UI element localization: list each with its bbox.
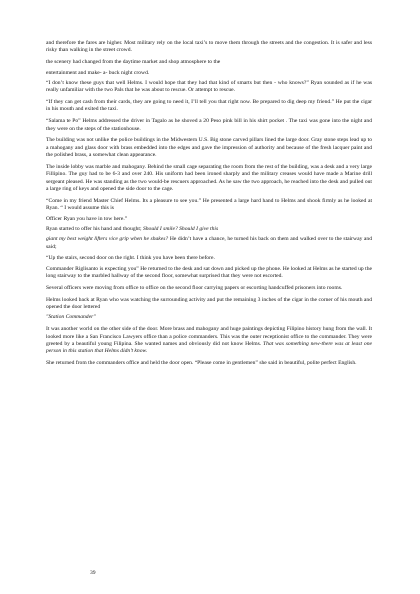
paragraph: Helms looked back at Ryan who was watching the surrounding activity and put the remaining 3 inches of the cigar in the corner of his mouth and opened the door lettered bbox=[46, 296, 372, 311]
paragraph: Commander Riglisanto is expecting you” He returned to the desk and sat down and picked up the phone. He looked at Helms as he started up the long stairway to the marbled hallway of the second floor, somewhat surprised that they were not escorted. bbox=[46, 265, 372, 280]
paragraph-text: It was another world on the other side of the door. More brass and mahogany and huge paintings depicting Filipino history hung from the wall. It looked more like a San Francisco Lawyers office than a police commanders. This was the outer receptionist office to the commander. They were greeted by a beautiful young Filipina. She wanted names and obviously did not know Helms. bbox=[46, 326, 372, 347]
paragraph: She returned from the commanders office and held the door open. “Please come in gentlemen” she said in beautiful, polite perfect English. bbox=[46, 360, 357, 367]
paragraph bbox=[46, 226, 372, 233]
paragraph: “Up the stairs, second door on the right. I think you have been there before. bbox=[46, 255, 215, 262]
paragraph: The building was not unlike the police buildings in the Midwestern U.S. Big stone carved pillars lined the large door. Gray stone steps lead up to a mahogany and glass door with brass embedded into the edges and gave the impression of authority and because of the fresh lacquer paint and the polished brass, a somewhat clean appearance. bbox=[46, 137, 372, 159]
paragraph: and therefore the fares are higher. Most military rely on the local taxi’s to move them through the streets and the congestion. It is safer and less risky than walking in the street crowd. bbox=[46, 40, 372, 54]
paragraph: Officer Ryan you have in tow here.” bbox=[46, 215, 128, 222]
paragraph: Several officers were moving from office to office on the second floor carrying papers or escorting handcuffed prisoners into rooms. bbox=[46, 284, 343, 291]
paragraph-text: Ryan started to offer his hand and thought; bbox=[46, 225, 142, 232]
paragraph-text: He didn’t have a chance, he turned his back on them and walked over to the stairway and said; bbox=[46, 236, 373, 250]
page-body bbox=[46, 40, 372, 372]
paragraph: “If they can get cash from their cards, they are going to need it, I’ll tell you that right now. Be prepared to dig deep my friend.” He put the cigar in his mouth and exited the taxi. bbox=[46, 99, 372, 113]
italic-thought: giant my best weight lifters vice grip when he shakes? bbox=[46, 236, 169, 243]
paragraph: the scenery had changed from the daytime market and shop atmosphere to the bbox=[46, 59, 221, 66]
paragraph bbox=[46, 326, 372, 356]
paragraph: entertainment and make- a- buck night crowd. bbox=[46, 69, 150, 76]
italic-thought: Should I smile? Should I give this bbox=[142, 225, 219, 232]
italic-text: That was something new-there was at least one person in this station that Helms didn’t know. bbox=[46, 340, 372, 355]
paragraph: The inside lobby was marble and mahogany. Behind the small cage separating the room from the rest of the building, was a desk and a very large Fillipino. The guy had to be 6-3 and over 240. His uniform had been ironed sharply and the military creases would have made a Marine drill sergeant pleased. He was standing as the two would-be rescuers approached. As he saw the two approach, he reached into the desk and pulled out a large ring of keys and opened the side door to the cage. bbox=[46, 163, 372, 192]
italic-heading: "Station Commander" bbox=[46, 314, 96, 321]
paragraph: “I don’t know these guys that well Helms. I would hope that they had that kind of smarts but then - who knows?” Ryan sounded as if he was really unfamiliar with the two Pals that he was about to rescue. Or attempt to rescue. bbox=[46, 79, 372, 94]
paragraph: “Come in my friend Master Chief Helms. Its a pleasure to see you.” He presented a large hard hand to Helms and shook firmly as he looked at Ryan. “ I would assume this is bbox=[46, 197, 372, 212]
paragraph: “Salama te Po” Helms addressed the driver in Tagalo as he shoved a 20 Peso pink bill in his shirt pocket . The taxi was gone into the night and they were on the steps of the stationhouse. bbox=[46, 118, 372, 132]
page-number: 39 bbox=[90, 570, 96, 576]
paragraph bbox=[46, 236, 372, 251]
